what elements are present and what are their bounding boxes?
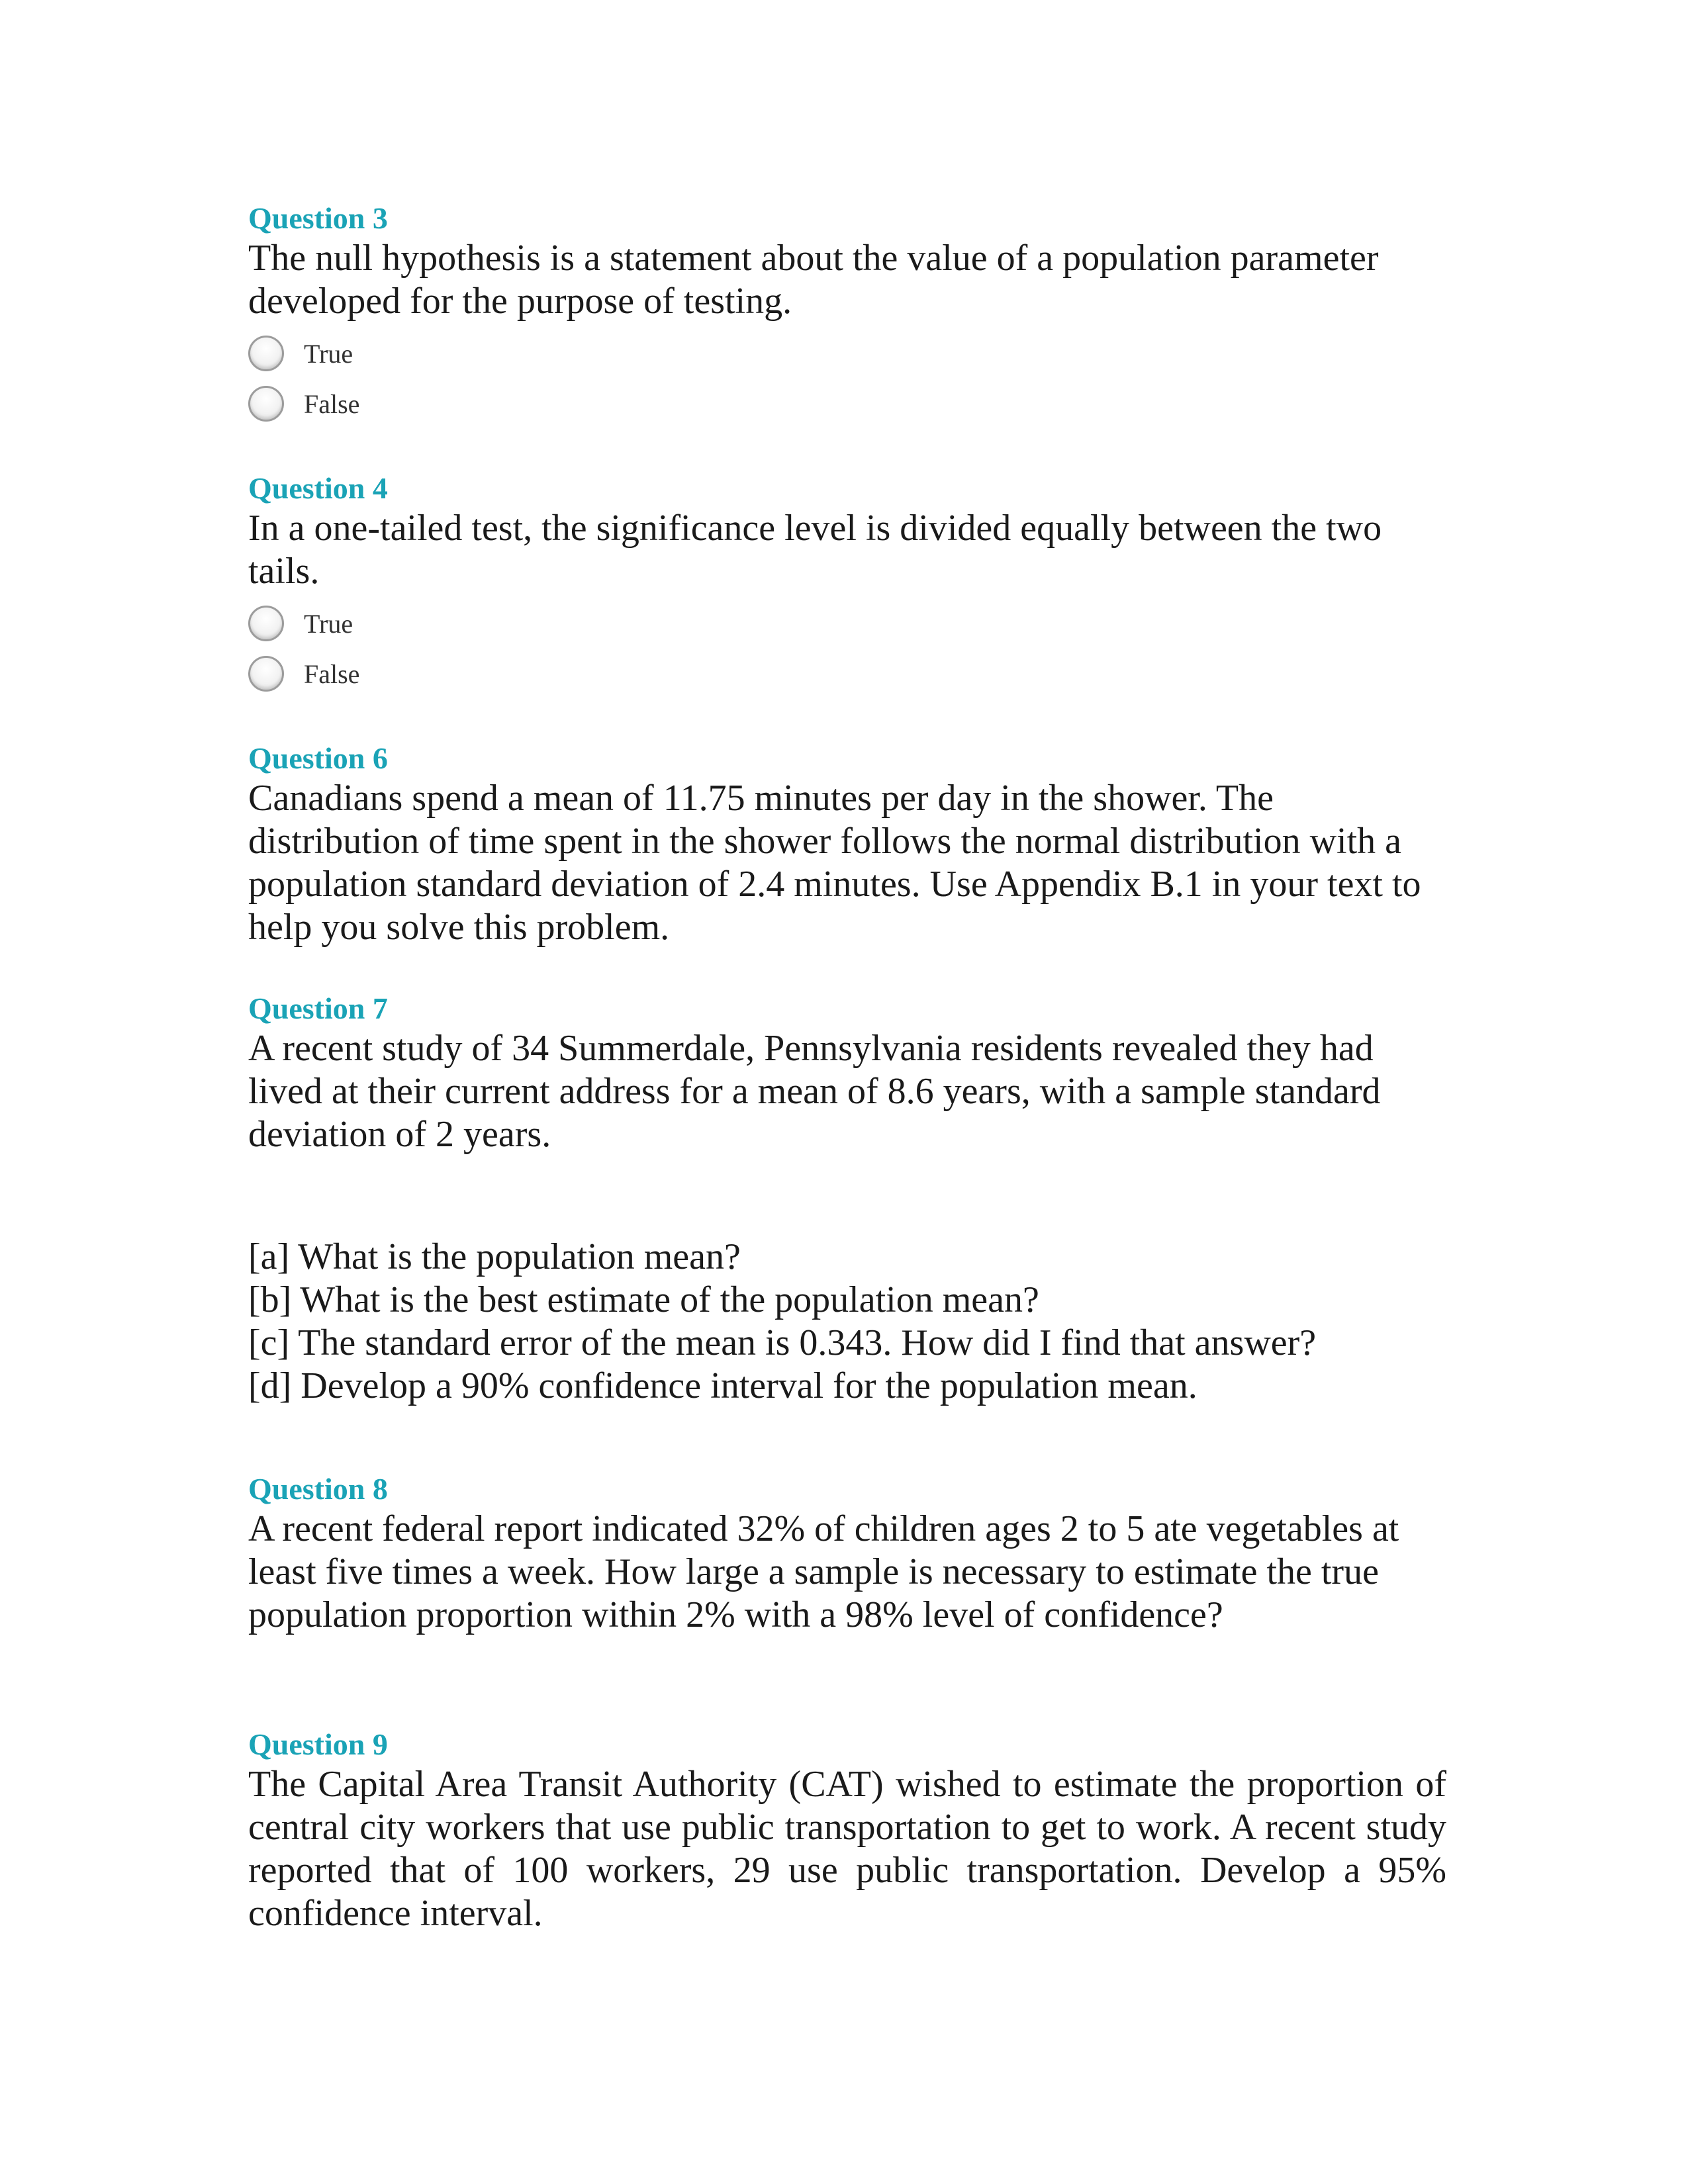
radio-button-true[interactable] <box>248 336 284 371</box>
question-6 <box>248 740 1446 949</box>
question-title: Question 6 <box>248 741 388 775</box>
answer-options <box>248 328 1446 429</box>
answer-options <box>248 598 1446 699</box>
question-title: Question 9 <box>248 1727 388 1761</box>
sub-question-d: [d] Develop a 90% confidence interval for the population mean. <box>248 1365 1197 1406</box>
question-4 <box>248 470 1446 699</box>
radio-button-false[interactable] <box>248 656 284 692</box>
option-label: False <box>304 659 360 689</box>
option-true[interactable] <box>248 328 1446 379</box>
sub-question-a: [a] What is the population mean? <box>248 1236 741 1277</box>
option-false[interactable] <box>248 649 1446 699</box>
question-title: Question 7 <box>248 991 388 1025</box>
question-text: The null hypothesis is a statement about the value of a population parameter developed for the purpose of testing. <box>248 238 1379 322</box>
option-true[interactable] <box>248 598 1446 649</box>
question-8 <box>248 1471 1446 1637</box>
question-text: In a one-tailed test, the significance level is divided equally between the two tails. <box>248 508 1382 592</box>
question-title: Question 4 <box>248 471 388 505</box>
question-3 <box>248 200 1446 429</box>
option-false[interactable] <box>248 379 1446 429</box>
radio-button-false[interactable] <box>248 386 284 422</box>
question-text: A recent study of 34 Summerdale, Pennsylvania residents revealed they had lived at their current address for a mean of 8.6 years, with a sample standard deviation of 2 years. <box>248 1028 1381 1155</box>
question-text: A recent federal report indicated 32% of children ages 2 to 5 ate vegetables at least five times a week. How large a sample is necessary to estimate the true population proportion within 2% with a 98% level of confidence? <box>248 1508 1399 1635</box>
radio-button-true[interactable] <box>248 606 284 641</box>
question-7 <box>248 990 1446 1408</box>
question-title: Question 8 <box>248 1472 388 1506</box>
option-label: True <box>304 338 353 369</box>
question-title: Question 3 <box>248 201 388 235</box>
sub-question-list <box>248 1236 1446 1408</box>
question-9 <box>248 1726 1446 1935</box>
sub-question-b: [b] What is the best estimate of the population mean? <box>248 1279 1039 1320</box>
option-label: True <box>304 608 353 639</box>
question-text: Canadians spend a mean of 11.75 minutes per day in the shower. The distribution of time spent in the shower follows the normal distribution with a population standard deviation of 2.4 minutes. Use Appendix B.1 in your text to help you solve this problem. <box>248 778 1421 948</box>
sub-question-c: [c] The standard error of the mean is 0.343. How did I find that answer? <box>248 1322 1317 1363</box>
option-label: False <box>304 388 360 419</box>
question-text: The Capital Area Transit Authority (CAT) wished to estimate the proportion of central city workers that use public transportation to get to work. A recent study reported that of 100 workers, 29 use public transportation. Develop a 95% confidence interval. <box>248 1764 1446 1934</box>
